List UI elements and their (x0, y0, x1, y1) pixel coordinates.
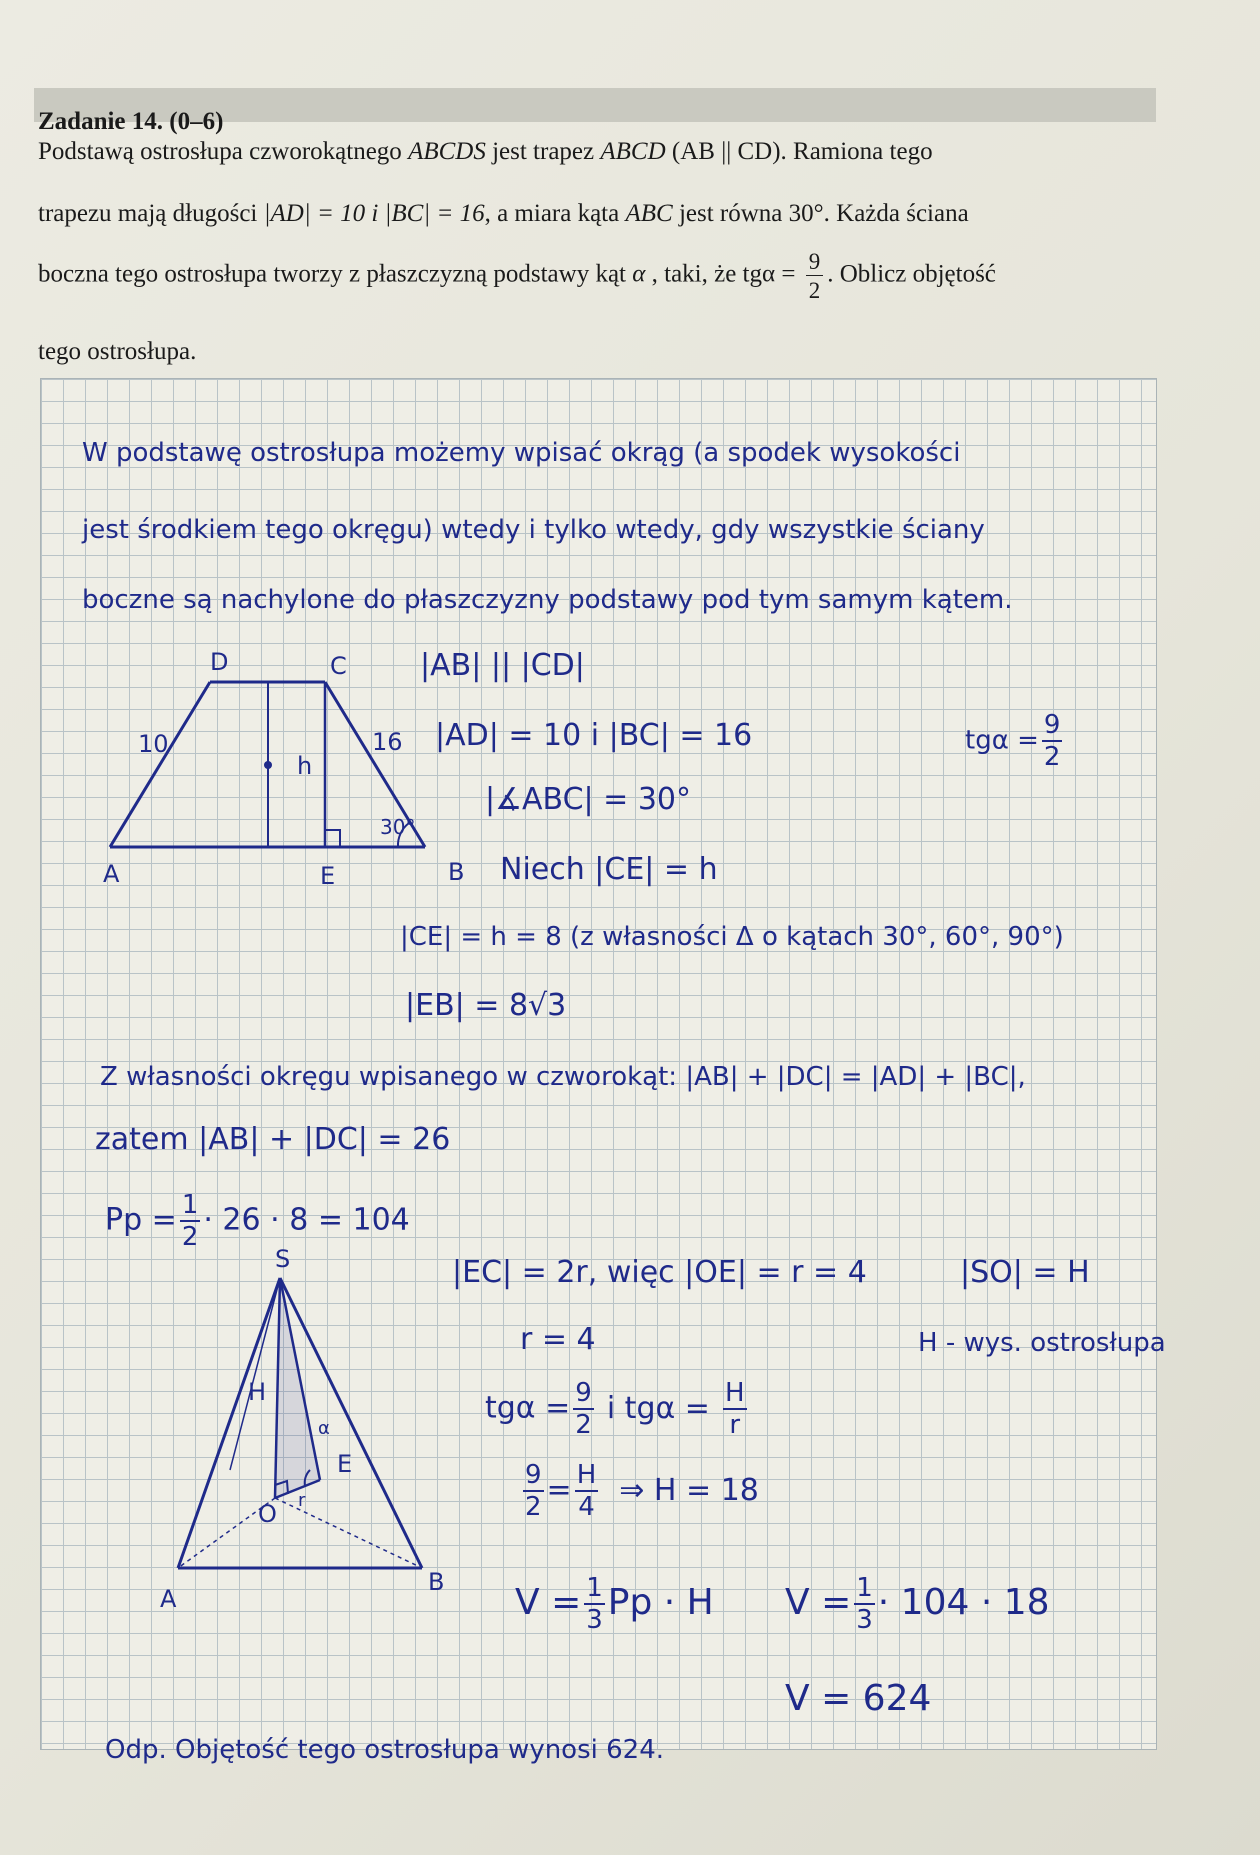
trapezoid-label-c: C (330, 652, 347, 680)
trapezoid-label-e: E (320, 862, 336, 890)
trapezoid-label-bc: 16 (372, 728, 403, 756)
trapezoid-side-ad (110, 682, 210, 847)
solution-intro-line-1: W podstawę ostrosłupa możemy wpisać okrąg (a spodek wysokości (82, 438, 961, 468)
task-statement-line-2: trapezu mają długości |AD| = 10 i |BC| = 16, a miara kąta ABC jest równa 30°. Każda ściana (38, 200, 969, 227)
task-statement-line-3: boczna tego ostrosłupa tworzy z płaszczyzną podstawy kąt α , taki, że tgα = $\frac{9}{2}$ . Oblicz objętość (38, 249, 996, 303)
tg-alpha-given: tgα = $\frac{9}{2}$ (965, 710, 1061, 772)
solution-intro-line-2: jest środkiem tego okręgu) wtedy i tylko wtedy, gdy wszystkie ściany (82, 515, 985, 545)
task-statement-line-4: tego ostrosłupa. (38, 338, 197, 365)
volume-calculation: V = $\frac{1}{3}$ · 104 · 18 (785, 1573, 1050, 1635)
height-equation: $\frac{9}{2}$ = $\frac{H}{4}$ ⇒ H = 18 (525, 1460, 759, 1522)
ce-value: |CE| = h = 8 (z własności Δ o kątach 30°, 60°, 90°) (400, 922, 1064, 952)
side-lengths: |AD| = 10 i |BC| = 16 (435, 718, 753, 753)
angle-abc: |∡ABC| = 30° (485, 782, 692, 817)
let-ce-h: Niech |CE| = h (500, 852, 718, 887)
trapezoid-label-h: h (297, 752, 313, 780)
volume-result: V = 624 (785, 1678, 932, 1719)
task-title: Zadanie 14. (0–6) (38, 108, 224, 135)
final-answer: Odp. Objętość tego ostrosłupa wynosi 624. (105, 1735, 665, 1765)
pyramid-label-r: r (298, 1490, 306, 1511)
pyramid-aux-edge (230, 1278, 280, 1470)
so-height: |SO| = H (960, 1255, 1090, 1290)
radius-value: r = 4 (520, 1322, 596, 1357)
pyramid-figure (170, 1270, 430, 1590)
sum-of-bases: zatem |AB| + |DC| = 26 (95, 1122, 451, 1157)
parallel-condition: |AB| || |CD| (420, 648, 585, 683)
task-statement-line-1: Podstawą ostrosłupa czworokątnego ABCDS jest trapez ABCD (AB || CD). Ramiona tego (38, 138, 933, 165)
solution-intro-line-3: boczne są nachylone do płaszczyzny podstawy pod tym samym kątem. (82, 585, 1013, 615)
height-description: H - wys. ostrosłupa (918, 1328, 1166, 1358)
pyramid-label-h: H (248, 1378, 267, 1406)
trapezoid-label-ad: 10 (138, 730, 169, 758)
trapezoid-figure (100, 660, 430, 880)
pyramid-label-o: O (258, 1500, 277, 1528)
volume-formula: V = $\frac{1}{3}$ Pp · H (515, 1573, 714, 1635)
eb-value: |EB| = 8√3 (405, 988, 567, 1023)
ec-oe-relation: |EC| = 2r, więc |OE| = r = 4 (452, 1255, 867, 1290)
incircle-property: Z własności okręgu wpisanego w czworokąt: |AB| + |DC| = |AD| + |BC|, (100, 1062, 1026, 1092)
pyramid-label-s: S (275, 1245, 291, 1273)
trapezoid-label-a: A (103, 860, 120, 888)
pyramid-label-a: A (160, 1585, 177, 1613)
pyramid-label-b: B (428, 1568, 445, 1596)
base-area: Pp = $\frac{1}{2}$ · 26 · 8 = 104 (105, 1190, 410, 1252)
trapezoid-label-b: B (448, 858, 465, 886)
right-angle-mark (325, 830, 340, 847)
trapezoid-label-angle: 30° (380, 815, 416, 839)
pyramid-label-e: E (337, 1450, 353, 1478)
pyramid-label-alpha: α (318, 1418, 330, 1439)
trapezoid-label-d: D (210, 648, 229, 676)
tg-relations: tgα = $\frac{9}{2}$ i tgα = $\frac{H}{r}$ (485, 1378, 745, 1440)
incircle-center-dot (264, 761, 272, 769)
